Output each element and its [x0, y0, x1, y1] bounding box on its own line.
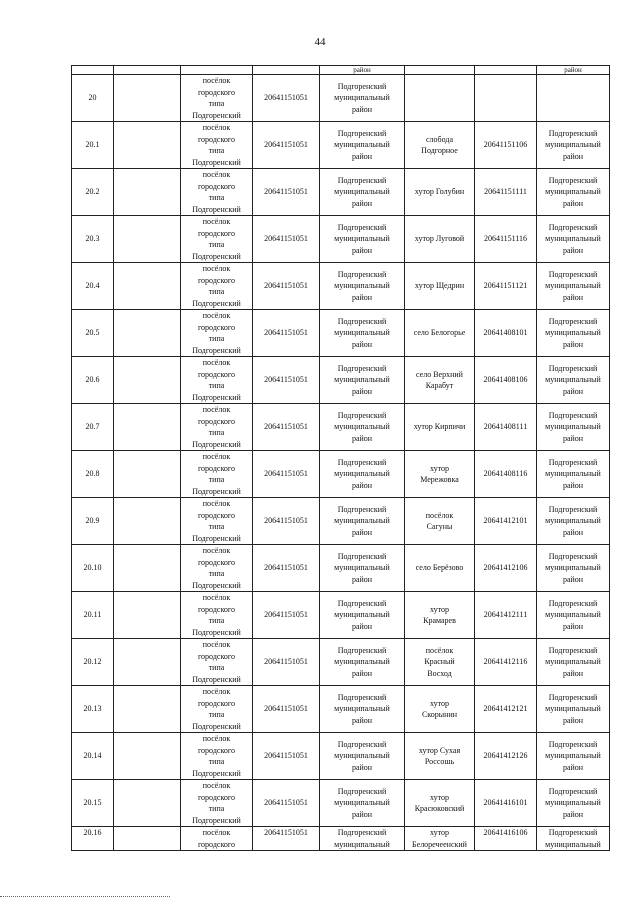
- cell-place-code-text: 20641412111: [483, 610, 528, 620]
- cell-place-code-text: 20641151121: [483, 281, 528, 291]
- cell-code-text: 20641151051: [264, 704, 308, 714]
- cell-place-district: [537, 733, 610, 780]
- cell-district: [320, 357, 405, 404]
- cell-settlement-text: посёлок городского типа Подгоренский: [192, 170, 241, 214]
- cell-number-text: 20.1: [85, 140, 100, 150]
- cell-code: [253, 66, 320, 75]
- cell-code: [253, 451, 320, 498]
- cell-code: [253, 122, 320, 169]
- cell-blank: [114, 592, 181, 639]
- cell-place: [405, 75, 475, 122]
- cell-place-code: [475, 310, 537, 357]
- cell-place-district: [537, 498, 610, 545]
- cell-place-district-text: Подгоренский муниципальный район: [545, 692, 601, 725]
- cell-number: [72, 404, 114, 451]
- cell-district-text: Подгоренский муниципальный район: [334, 222, 390, 255]
- cell-blank: [114, 451, 181, 498]
- cell-place-district: [537, 122, 610, 169]
- cell-place-district-text: Подгоренский муниципальный район: [545, 786, 601, 819]
- cell-place: [405, 357, 475, 404]
- table-row: [72, 733, 610, 780]
- cell-code: [253, 169, 320, 216]
- cell-place-district-text: Подгоренский муниципальный район: [545, 175, 601, 208]
- cell-district: [320, 216, 405, 263]
- cell-code-text: 20641151051: [264, 234, 308, 244]
- cell-settlement-text: посёлок городского: [197, 828, 236, 849]
- cell-code-text: 20641151051: [264, 140, 308, 150]
- cell-place-district: район: [537, 66, 610, 75]
- cell-place-text: хутор Скорынин: [421, 698, 458, 719]
- table-row: [72, 122, 610, 169]
- cell-place: [405, 639, 475, 686]
- cell-blank: [114, 639, 181, 686]
- cell-district-text: Подгоренский муниципальный район: [334, 457, 390, 490]
- cell-place: [405, 310, 475, 357]
- table-row: [72, 545, 610, 592]
- cell-place-code: [475, 122, 537, 169]
- cell-place-district: [537, 310, 610, 357]
- cell-number: [72, 66, 114, 75]
- cell-code-text: 20641151051: [264, 516, 308, 526]
- table-row: [72, 780, 610, 827]
- cell-place-text: хутор Сухая Россошь: [418, 745, 461, 766]
- cell-number-text: 20.4: [85, 281, 100, 291]
- cell-place-district-text: Подгоренский муниципальный район: [545, 645, 601, 678]
- cell-number-text: 20: [88, 93, 97, 103]
- cell-code-text: 20641151051: [264, 422, 308, 432]
- cell-place: [405, 780, 475, 827]
- cell-settlement-text: посёлок городского типа Подгоренский: [192, 123, 241, 167]
- cell-code: [253, 686, 320, 733]
- cell-place-district-text: Подгоренский муниципальный район: [545, 551, 601, 584]
- cell-settlement-text: посёлок городского типа Подгоренский: [192, 640, 241, 684]
- cell-place-district-text: Подгоренский муниципальный район: [545, 598, 601, 631]
- cell-code-text: 20641151051: [264, 563, 308, 573]
- table-row: [72, 451, 610, 498]
- cell-settlement: [181, 780, 253, 827]
- cell-code: [253, 827, 320, 851]
- cell-place: [405, 169, 475, 216]
- table-row: [72, 498, 610, 545]
- cell-settlement-text: посёлок городского типа Подгоренский: [192, 217, 241, 261]
- cell-place-code: [475, 216, 537, 263]
- cell-place-district: [537, 827, 610, 851]
- cell-place-code-text: 20641412116: [483, 657, 528, 667]
- cell-number-text: 20.13: [83, 704, 102, 714]
- cell-code-text: 20641151051: [264, 610, 308, 620]
- cell-code-text: 20641151051: [264, 281, 308, 291]
- cell-number: [72, 545, 114, 592]
- cell-place: [405, 686, 475, 733]
- cell-district-text: Подгоренский муниципальный район: [334, 175, 390, 208]
- cell-district-text: Подгоренский муниципальный район: [334, 269, 390, 302]
- cell-place: [405, 216, 475, 263]
- cell-place-code: [475, 75, 537, 122]
- cell-place-district: [537, 451, 610, 498]
- table-row: [72, 169, 610, 216]
- cell-place-district-text: Подгоренский муниципальный район: [545, 222, 601, 255]
- cell-settlement-text: посёлок городского типа Подгоренский: [192, 405, 241, 449]
- table-row: [72, 75, 610, 122]
- cell-district: [320, 827, 405, 851]
- table-row: [72, 827, 610, 851]
- cell-code: [253, 310, 320, 357]
- table-row: [72, 310, 610, 357]
- cell-number-text: 20.16: [83, 828, 102, 837]
- table-row: [72, 216, 610, 263]
- cell-place-text: хутор Луговой: [414, 234, 465, 244]
- cell-place: [405, 545, 475, 592]
- cell-settlement-text: посёлок городского типа Подгоренский: [192, 687, 241, 731]
- cell-number-text: 20.9: [85, 516, 100, 526]
- cell-place-district: [537, 357, 610, 404]
- cell-number: [72, 827, 114, 851]
- cell-number: [72, 592, 114, 639]
- cell-place-district: [537, 263, 610, 310]
- cell-place-text: посёлок Красный Восход: [424, 645, 455, 678]
- cell-place-text: село Белогорье: [413, 328, 466, 338]
- cell-code-text: 20641151051: [264, 469, 308, 479]
- cell-district: [320, 545, 405, 592]
- cell-district-text: Подгоренский муниципальный район: [334, 551, 390, 584]
- cell-settlement: [181, 592, 253, 639]
- cell-number: [72, 310, 114, 357]
- cell-settlement: [181, 122, 253, 169]
- cell-place-code: [475, 169, 537, 216]
- cell-district: [320, 686, 405, 733]
- cell-number: [72, 75, 114, 122]
- cell-settlement-text: посёлок городского типа Подгоренский: [192, 311, 241, 355]
- cell-code: [253, 545, 320, 592]
- cell-place-code: [475, 827, 537, 851]
- cell-place-district: [537, 639, 610, 686]
- cell-number: [72, 451, 114, 498]
- cell-settlement: [181, 357, 253, 404]
- cell-blank: [114, 75, 181, 122]
- table-row: [72, 639, 610, 686]
- cell-number-text: 20.2: [85, 187, 100, 197]
- cell-place-code-text: 20641408111: [483, 422, 528, 432]
- cell-settlement: [181, 263, 253, 310]
- cell-place-text: посёлок Сагуны: [425, 510, 454, 531]
- table-row: [72, 263, 610, 310]
- cell-district: район: [320, 66, 405, 75]
- cell-district: [320, 639, 405, 686]
- cell-place: [405, 66, 475, 75]
- cell-place-text: хутор Крамарев: [423, 604, 456, 625]
- cell-place-text: хутор Голубин: [414, 187, 465, 197]
- cell-district-text: Подгоренский муниципальный район: [334, 81, 390, 114]
- cell-place-district-text: Подгоренский муниципальный район: [545, 269, 601, 302]
- cell-place-district: [537, 404, 610, 451]
- cell-place-district-text: Подгоренский муниципальный район: [545, 316, 601, 349]
- cell-place-code-text: 20641408116: [483, 469, 528, 479]
- cell-district-text: Подгоренский муниципальный район: [334, 410, 390, 443]
- cell-district-text: Подгоренский муниципальный район: [334, 316, 390, 349]
- cell-place-code: [475, 498, 537, 545]
- cell-code: [253, 357, 320, 404]
- cell-blank: [114, 66, 181, 75]
- cell-code: [253, 592, 320, 639]
- cell-code-text: 20641151051: [264, 187, 308, 197]
- cell-place: [405, 498, 475, 545]
- cell-place-code-text: 20641416106: [483, 828, 528, 837]
- cell-settlement: [181, 310, 253, 357]
- cell-code: [253, 404, 320, 451]
- cell-number: [72, 216, 114, 263]
- cell-settlement: [181, 451, 253, 498]
- cell-code-text: 20641151051: [264, 751, 308, 761]
- cell-blank: [114, 404, 181, 451]
- cell-place-district-text: Подгоренский муниципальный район: [545, 363, 601, 396]
- cell-settlement-text: посёлок городского типа Подгоренский: [192, 781, 241, 825]
- cell-place: [405, 592, 475, 639]
- cell-settlement-text: посёлок городского типа Подгоренский: [192, 76, 241, 120]
- cell-blank: [114, 357, 181, 404]
- cell-blank: [114, 122, 181, 169]
- cell-place: [405, 451, 475, 498]
- cell-place-code: [475, 686, 537, 733]
- cell-number-text: 20.15: [83, 798, 102, 808]
- cell-place-district: [537, 592, 610, 639]
- cell-settlement: [181, 545, 253, 592]
- cell-district: [320, 169, 405, 216]
- cell-place-code-text: 20641151111: [484, 187, 527, 197]
- cell-number: [72, 639, 114, 686]
- cell-place-code-text: 20641408106: [483, 375, 528, 385]
- cell-code: [253, 75, 320, 122]
- cell-number-text: 20.14: [83, 751, 102, 761]
- cell-blank: [114, 263, 181, 310]
- cell-code-text: 20641151051: [264, 657, 308, 667]
- cell-settlement: [181, 827, 253, 851]
- cell-number-text: 20.7: [85, 422, 100, 432]
- cell-number: [72, 733, 114, 780]
- cell-place-code: [475, 66, 537, 75]
- cell-place-text: хутор Мережовка: [420, 463, 459, 484]
- cell-number-text: 20.3: [85, 234, 100, 244]
- cell-blank: [114, 686, 181, 733]
- cell-place-code: [475, 780, 537, 827]
- cell-place-code-text: 20641412126: [483, 751, 528, 761]
- cell-district: [320, 733, 405, 780]
- cell-district: [320, 122, 405, 169]
- cell-district-text: Подгоренский муниципальный район: [334, 692, 390, 725]
- cell-settlement-text: посёлок городского типа Подгоренский: [192, 452, 241, 496]
- page-footer-rule: [0, 896, 170, 897]
- cell-place-code-text: 20641416101: [483, 798, 528, 808]
- cell-blank: [114, 310, 181, 357]
- cell-code-text: 20641151051: [264, 798, 308, 808]
- cell-place-code-text: 20641151106: [483, 140, 528, 150]
- cell-district-text: Подгоренский муниципальный район: [334, 363, 390, 396]
- cell-code: [253, 498, 320, 545]
- cell-number: [72, 498, 114, 545]
- cell-place: [405, 404, 475, 451]
- cell-place: [405, 122, 475, 169]
- table-row: [72, 404, 610, 451]
- cell-place-code-text: 20641151116: [483, 234, 528, 244]
- cell-number: [72, 263, 114, 310]
- cell-number: [72, 122, 114, 169]
- cell-blank: [114, 545, 181, 592]
- cell-place-district: [537, 169, 610, 216]
- cell-place-district: [537, 780, 610, 827]
- cell-number-text: 20.12: [83, 657, 102, 667]
- cell-district: [320, 592, 405, 639]
- cell-district-text: Подгоренский муниципальный район: [334, 128, 390, 161]
- cell-place-district: [537, 545, 610, 592]
- cell-district-text: Подгоренский муниципальный: [334, 828, 390, 849]
- settlements-table: [71, 65, 610, 851]
- cell-settlement-text: посёлок городского типа Подгоренский: [192, 734, 241, 778]
- cell-code-text: 20641151051: [264, 828, 308, 837]
- cell-district-text: Подгоренский муниципальный район: [334, 739, 390, 772]
- cell-place-code: [475, 451, 537, 498]
- page-number: 44: [314, 36, 326, 48]
- table-row: [72, 686, 610, 733]
- cell-place-code: [475, 733, 537, 780]
- cell-district-text: Подгоренский муниципальный район: [334, 645, 390, 678]
- cell-code-text: 20641151051: [264, 328, 308, 338]
- cell-place-district-text: Подгоренский муниципальный район: [545, 128, 601, 161]
- cell-settlement: [181, 733, 253, 780]
- cell-place-text: село Верхний Карабут: [416, 369, 463, 390]
- cell-place-district-text: Подгоренский муниципальный район: [545, 457, 601, 490]
- cell-place-text: хутор Красюковский: [414, 792, 465, 813]
- cell-settlement: [181, 75, 253, 122]
- cell-district: [320, 75, 405, 122]
- cell-settlement: [181, 404, 253, 451]
- cell-number-text: 20.11: [83, 610, 102, 620]
- cell-settlement: [181, 686, 253, 733]
- cell-code-text: 20641151051: [264, 93, 308, 103]
- cell-number-text: 20.6: [85, 375, 100, 385]
- cell-number: [72, 780, 114, 827]
- cell-district-text: Подгоренский муниципальный район: [334, 504, 390, 537]
- cell-place-text: слобода Подгорное: [421, 134, 458, 155]
- cell-settlement-text: посёлок городского типа Подгоренский: [192, 358, 241, 402]
- cell-district: [320, 498, 405, 545]
- cell-blank: [114, 733, 181, 780]
- cell-place: [405, 827, 475, 851]
- cell-blank: [114, 780, 181, 827]
- table-row: [72, 357, 610, 404]
- cell-district-text: Подгоренский муниципальный район: [334, 598, 390, 631]
- cell-settlement: [181, 216, 253, 263]
- cell-place-text: хутор Кирпичи: [413, 422, 466, 432]
- cell-number: [72, 169, 114, 216]
- cell-place-code-text: 20641412121: [483, 704, 528, 714]
- cell-district: [320, 310, 405, 357]
- cell-district: [320, 451, 405, 498]
- cell-number-text: 20.5: [85, 328, 100, 338]
- cell-place-code: [475, 357, 537, 404]
- table-row-continuation: [72, 66, 610, 75]
- cell-code: [253, 639, 320, 686]
- cell-place-district: [537, 686, 610, 733]
- cell-number-text: 20.8: [85, 469, 100, 479]
- cell-place-district: [537, 216, 610, 263]
- cell-blank: [114, 827, 181, 851]
- cell-code: [253, 216, 320, 263]
- cell-place-district: [537, 75, 610, 122]
- cell-place-code: [475, 404, 537, 451]
- cell-settlement: [181, 498, 253, 545]
- cell-place-code: [475, 545, 537, 592]
- cell-place-text: село Берёзово: [415, 563, 464, 573]
- cell-district: [320, 780, 405, 827]
- cell-number-text: 20.10: [83, 563, 102, 573]
- cell-place: [405, 263, 475, 310]
- cell-place-code: [475, 592, 537, 639]
- cell-place-code-text: 20641408101: [483, 328, 528, 338]
- cell-code: [253, 733, 320, 780]
- cell-district: [320, 404, 405, 451]
- cell-code: [253, 780, 320, 827]
- cell-number: [72, 357, 114, 404]
- cell-place-code-text: 20641412106: [483, 563, 528, 573]
- cell-place: [405, 733, 475, 780]
- cell-place-code: [475, 263, 537, 310]
- cell-number: [72, 686, 114, 733]
- cell-place-district-text: Подгоренский муниципальный: [545, 828, 601, 849]
- cell-settlement-text: посёлок городского типа Подгоренский: [192, 499, 241, 543]
- cell-district: [320, 263, 405, 310]
- cell-settlement-text: посёлок городского типа Подгоренский: [192, 593, 241, 637]
- cell-district-text: Подгоренский муниципальный район: [334, 786, 390, 819]
- cell-place-district-text: Подгоренский муниципальный район: [545, 504, 601, 537]
- cell-code-text: 20641151051: [264, 375, 308, 385]
- cell-settlement-text: посёлок городского типа Подгоренский: [192, 546, 241, 590]
- cell-place-code-text: 20641412101: [483, 516, 528, 526]
- cell-place-text: хутор Белоречеенский: [412, 828, 467, 849]
- cell-settlement: [181, 639, 253, 686]
- table-row: [72, 592, 610, 639]
- cell-settlement: [181, 66, 253, 75]
- cell-place-text: хутор Щедрин: [414, 281, 465, 291]
- cell-blank: [114, 498, 181, 545]
- cell-place-district-text: Подгоренский муниципальный район: [545, 739, 601, 772]
- cell-place-code: [475, 639, 537, 686]
- cell-blank: [114, 216, 181, 263]
- cell-blank: [114, 169, 181, 216]
- cell-code: [253, 263, 320, 310]
- cell-settlement: [181, 169, 253, 216]
- cell-place-district-text: Подгоренский муниципальный район: [545, 410, 601, 443]
- cell-settlement-text: посёлок городского типа Подгоренский: [192, 264, 241, 308]
